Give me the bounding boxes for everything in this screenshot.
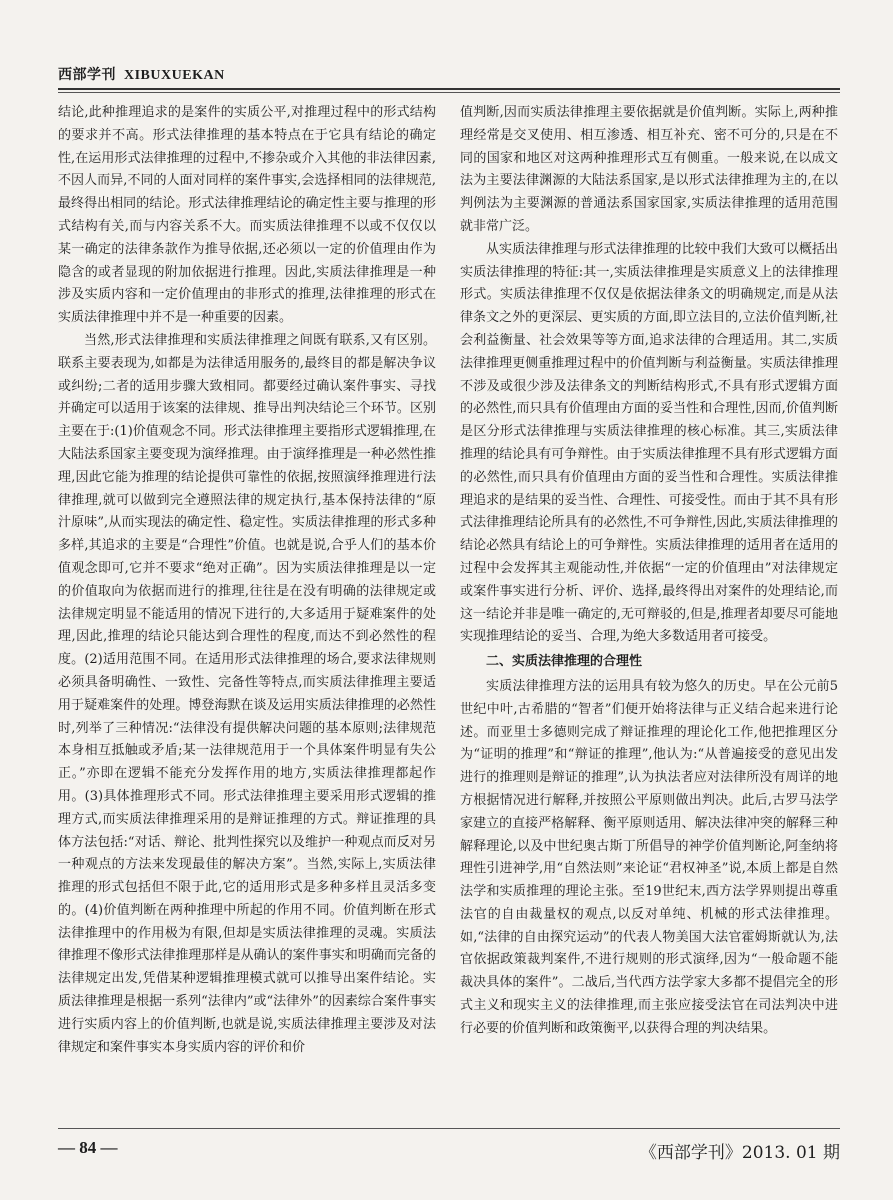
footer-rule xyxy=(58,1128,840,1129)
journal-name-cn: 西部学刊 xyxy=(58,67,116,83)
running-header xyxy=(58,64,840,84)
paragraph: 值判断,因而实质法律推理主要依据就是价值判断。实际上,两种推理经常是交叉使用、相互渗透、相互补充、密不可分的,只是在不同的国家和地区对这两种推理形式互有侧重。一般来说,在以成文法为主要法律渊源的大陆法系国家,是以形式法律推理为主的,在以判例法为主要渊源的普通法系国家国家,实质法律推理的适用范围就非常广泛。 xyxy=(460,105,838,234)
paragraph: 当然,形式法律推理和实质法律推理之间既有联系,又有区别。联系主要表现为,如都是为法律适用服务的,最终目的都是解决争议或纠纷;二者的适用步骤大致相同。都要经过确认案件事实、寻找并确定可以适用于该案的法律规、推导出判决结论三个环节。区别主要在于:(1)价值观念不同。形式法律推理主要指形式逻辑推理,在大陆法系国家主要变现为演绎推理。由于演绎推理是一种必然性推理,因此它能为推理的结论提供可靠性的依据,按照演绎推理进行法律推理,就可以做到完全遵照法律的规定执行,基本保持法律的“原汁原味”,从而实现法的确定性、稳定性。实质法律推理的形式多种多样,其追求的主要是“合理性”价值。也就是说,合乎人们的基本价值观念即可,它并不要求“绝对正确”。因为实质法律推理是以一定的价值取向为依据而进行的推理,往往是在没有明确的法律规定或法律规定明显不能适用的情况下进行的,大多适用于疑难案件的处理,因此,推理的结论只能达到合理性的程度,而达不到必然性的程度。(2)适用范围不同。在适用形式法律推理的场合,要求法律规则必须具备明确性、一致性、完备性等特点,而实质法律推理主要适用于疑难案件的处理。博登海默在谈及运用实质法律推理的必然性时,列举了三种情况:“法律没有提供解决问题的基本原则;法律规范本身相互抵触或矛盾;某一法律规范用于一个具体案件明显有失公正。”亦即在逻辑不能充分发挥作用的地方,实质法律推理都起作用。(3)具体推理形式不同。形式法律推理主要采用形式逻辑的推理方式,而实质法律推理采用的是辩证推理的方式。辩证推理的具体方法包括:“对话、辩论、批判性探究以及维护一种观点而反对另一种观点的方法来发现最佳的解决方案”。当然,实际上,实质法律推理的形式包括但不限于此,它的适用形式是多种多样且灵活多变的。(4)价值判断在两种推理中所起的作用不同。价值判断在形式法律推理中的作用极为有限,但却是实质法律推理的灵魂。实质法律推理不像形式法律推理那样是从确认的案件事实和明确而完备的法律规定出发,凭借某种逻辑推理模式就可以推导出案件结论。实质法律推理是根据一系列“法律内”或“法律外”的因素综合案件事实进行实质内容上的价值判断,也就是说,实质法律推理主要涉及对法律规定和案件事实本身实质内容的评价和价 xyxy=(58,332,436,1055)
header-rule-thin xyxy=(58,92,840,93)
page-number: — 84 — xyxy=(58,1138,118,1157)
journal-issue: 《西部学刊》2013. 01 期 xyxy=(639,1143,840,1163)
paragraph: 从实质法律推理与形式法律推理的比较中我们大致可以概括出实质法律推理的特征:其一,实质法律推理是实质意义上的法律推理形式。实质法律推理不仅仅是依据法律条文的明确规定,而是从法律条文之外的更深层、更实质的方面,即立法目的,立法价值判断,社会利益衡量、社会效果等等方面,追求法律的合理适用。其二,实质法律推理更侧重推理过程中的价值判断与利益衡量。实质法律推理不涉及或很少涉及法律条文的判断结构形式,不具有形式逻辑方面的必然性,而只具有价值理由方面的妥当性和合理性,因而,价值判断是区分形式法律推理与实质法律推理的核心标准。其三,实质法律推理的结论具有可争辩性。由于实质法律推理不具有形式逻辑方面的必然性,而只具有价值理由方面的妥当性和合理性。实质法律推理追求的是结果的妥当性、合理性、可接受性。而由于其不具有形式法律推理结论所具有的必然性,不可争辩性,因此,实质法律推理的结论必然具有结论上的可争辩性。实质法律推理的适用者在适用的过程中会发挥其主观能动性,并依据“一定的价值理由”对法律规定或案件事实进行分析、评价、选择,最终得出对案件的处理结论,而这一结论并非是唯一确定的,无可辩驳的,但是,推理者却要尽可能地实现推理结论的妥当、合理,为绝大多数适用者可接受。 xyxy=(460,241,838,645)
journal-name-latin: XIBUXUEKAN xyxy=(124,68,225,83)
section-heading: 二、实质法律推理的合理性 xyxy=(486,654,643,670)
left-column xyxy=(58,102,436,1110)
header-rule xyxy=(58,88,840,90)
paragraph: 结论,此种推理追求的是案件的实质公平,对推理过程中的形式结构的要求并不高。形式法律推理的基本特点在于它具有结论的确定性,在运用形式法律推理的过程中,不掺杂或介入其他的非法律因素,不因人而异,不同的人面对同样的案件事实,会选择相同的法律规范,最终得出相同的结论。形式法律推理结论的确定性主要与推理的形式结构有关,而与内容关系不大。而实质法律推理不以或不仅仅以某一确定的法律条款作为推导依据,还必须以一定的价值理由作为隐含的或者显现的附加依据进行推理。因此,实质法律推理是一种涉及实质内容和一定价值理由的非形式的推理,法律推理的形式在实质法律推理中并不是一种重要的因素。 xyxy=(58,105,436,326)
right-column xyxy=(460,102,838,1110)
paragraph: 实质法律推理方法的运用具有较为悠久的历史。早在公元前5世纪中叶,古希腊的“智者”们便开始将法律与正义结合起来进行论述。而亚里士多德则完成了辩证推理的理论化工作,他把推理区分为“证明的推理”和“辩证的推理”,他认为:“从普遍接受的意见出发进行的推理则是辩证的推理”,认为执法者应对法律所没有周详的地方根据情况进行解释,并按照公平原则做出判决。此后,古罗马法学家建立的直接严格解释、衡平原则适用、解决法律冲突的解释三种解释理论,以及中世纪奥古斯丁所倡导的神学价值判断论,阿奎纳将理性引进神学,用“自然法则”来论证“君权神圣”说,本质上都是自然法学和实质推理的理论主张。至19世纪末,西方法学界则提出尊重法官的自由裁量权的观点,以反对单纯、机械的形式法律推理。如,“法律的自由探究运动”的代表人物美国大法官霍姆斯就认为,法官依据政策裁判案件,不进行规则的形式演绎,因为“一般命题不能裁决具体的案件”。二战后,当代西方法学家大多都不提倡完全的形式主义和现实主义的法律推理,而主张应接受法官在司法判决中进行必要的价值判断和政策衡平,以获得合理的判决结果。 xyxy=(460,678,838,1036)
